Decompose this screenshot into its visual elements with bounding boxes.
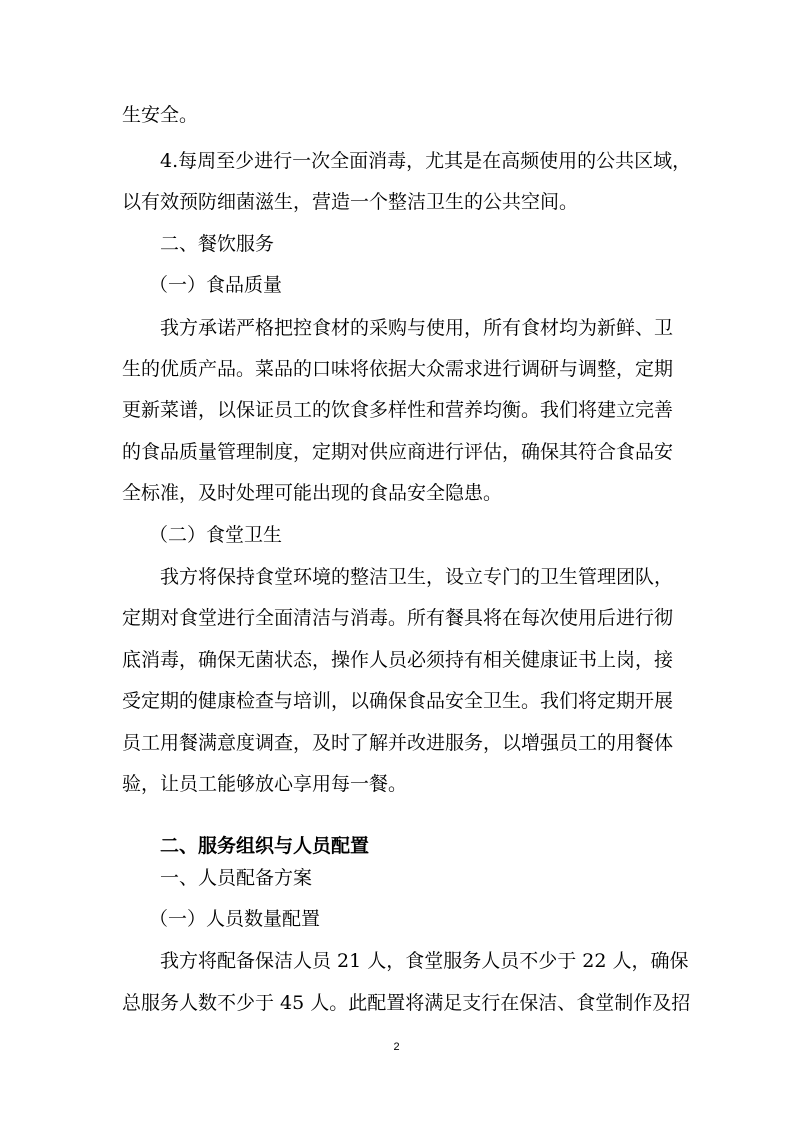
chapter-heading: 二、服务组织与人员配置 [160, 835, 370, 857]
body-text-line: 的食品质量管理制度，定期对供应商进行评估，确保其符合食品安 [122, 441, 674, 463]
body-text-line: 生安全。 [122, 104, 199, 126]
body-text-line: 我方承诺严格把控食材的采购与使用，所有食材均为新鲜、卫 [160, 317, 674, 339]
section-heading: 二、餐饮服务 [160, 233, 275, 255]
page-number: 2 [393, 1041, 400, 1053]
subsection-heading: （一）人员数量配置 [149, 908, 321, 930]
body-text-line: 受定期的健康检查与培训，以确保食品安全卫生。我们将定期开展 [122, 690, 674, 712]
body-text-line: 总服务人数不少于 45 人。此配置将满足支行在保洁、食堂制作及招 [122, 992, 691, 1014]
subsection-heading: （一）食品质量 [149, 274, 283, 296]
subsection-heading: （二）食堂卫生 [149, 524, 283, 546]
body-text-line: 更新菜谱，以保证员工的饮食多样性和营养均衡。我们将建立完善 [122, 399, 674, 421]
section-heading: 一、人员配备方案 [160, 867, 313, 889]
body-text-line: 我方将配备保洁人员 21 人，食堂服务人员不少于 22 人，确保 [160, 950, 689, 972]
body-text-line: 定期对食堂进行全面清洁与消毒。所有餐具将在每次使用后进行彻 [122, 607, 674, 629]
body-text-line: 验，让员工能够放心享用每一餐。 [122, 773, 408, 795]
body-text-line: 4.每周至少进行一次全面消毒，尤其是在高频使用的公共区域， [160, 150, 692, 172]
body-text-line: 生的优质产品。菜品的口味将依据大众需求进行调研与调整，定期 [122, 358, 674, 380]
body-text-line: 我方将保持食堂环境的整洁卫生，设立专门的卫生管理团队， [160, 566, 674, 588]
body-text-line: 底消毒，确保无菌状态，操作人员必须持有相关健康证书上岗，接 [122, 649, 674, 671]
body-text-line: 以有效预防细菌滋生，营造一个整洁卫生的公共空间。 [122, 191, 579, 213]
body-text-line: 员工用餐满意度调查，及时了解并改进服务，以增强员工的用餐体 [122, 732, 674, 754]
body-text-line: 全标准，及时处理可能出现的食品安全隐患。 [122, 482, 503, 504]
